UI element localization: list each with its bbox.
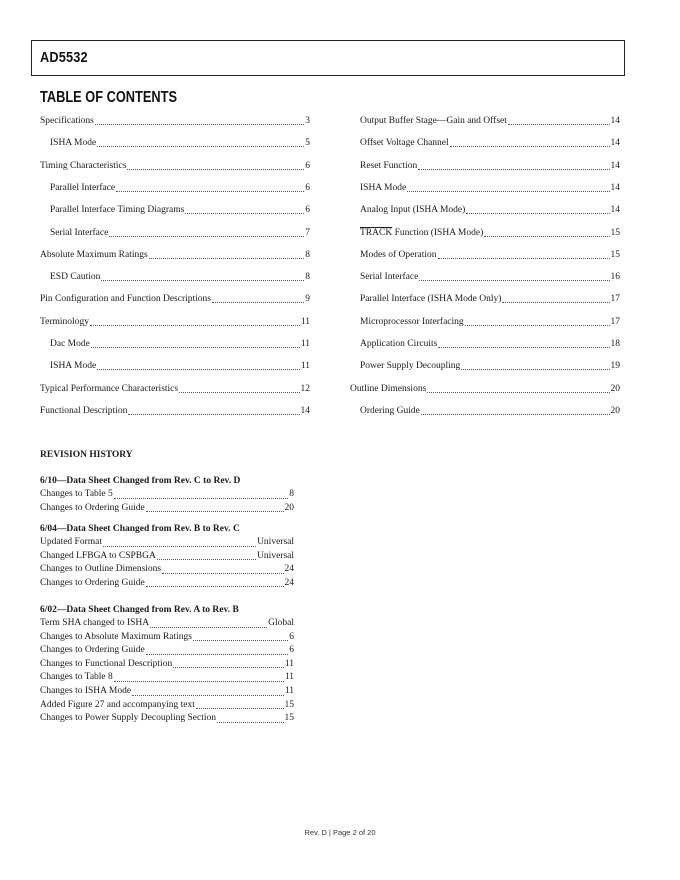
revision-row bbox=[40, 644, 294, 658]
toc-entry-title: Offset Voltage Channel bbox=[360, 138, 449, 149]
toc-entry[interactable] bbox=[40, 136, 310, 150]
dot-leader bbox=[127, 168, 304, 170]
revision-page: 15 bbox=[284, 699, 294, 710]
dot-leader bbox=[173, 666, 284, 668]
revision-page: Universal bbox=[257, 537, 294, 547]
revision-row bbox=[40, 617, 294, 631]
toc-entry-title: Timing Characteristics bbox=[40, 160, 127, 171]
revision-row bbox=[40, 536, 294, 550]
dot-leader bbox=[438, 346, 609, 348]
revision-change: Changes to Ordering Guide bbox=[40, 577, 145, 588]
toc-page-number: 3 bbox=[305, 116, 310, 126]
toc-entry-title: Dac Mode bbox=[50, 339, 90, 349]
toc-entry-title: Specifications bbox=[40, 116, 94, 126]
toc-page-number: 20 bbox=[610, 383, 620, 394]
toc-page-number: 11 bbox=[300, 316, 310, 327]
toc-page-number: 14 bbox=[610, 160, 620, 171]
toc-entry-title: Parallel Interface Timing Diagrams bbox=[50, 205, 185, 216]
toc-entry[interactable] bbox=[40, 359, 310, 373]
revision-change: Added Figure 27 and accompanying text bbox=[40, 699, 195, 710]
toc-page-number: 7 bbox=[305, 227, 310, 238]
toc-page-number: 6 bbox=[305, 205, 310, 216]
dot-leader bbox=[185, 212, 304, 214]
dot-leader bbox=[146, 585, 284, 587]
revision-change: Changes to Table 5 bbox=[40, 489, 113, 499]
revision-change: Changed LFBGA to CSPBGA bbox=[40, 550, 156, 561]
revision-row bbox=[40, 658, 294, 672]
dot-leader bbox=[438, 257, 610, 259]
toc-page-number: 14 bbox=[300, 405, 310, 416]
revision-page: 20 bbox=[284, 502, 294, 513]
toc-entry-title: Application Circuits bbox=[360, 339, 438, 349]
dot-leader bbox=[114, 497, 288, 499]
toc-entry[interactable] bbox=[40, 292, 310, 306]
revision-change: Changes to Outline Dimensions bbox=[40, 564, 162, 575]
toc-entry[interactable] bbox=[350, 359, 620, 373]
toc-entry-title: Modes of Operation bbox=[360, 249, 437, 260]
dot-leader bbox=[128, 413, 299, 415]
toc-entry[interactable] bbox=[350, 159, 620, 173]
toc-entry-title: Absolute Maximum Ratings bbox=[40, 249, 148, 260]
dot-leader bbox=[407, 190, 609, 192]
toc-title: TABLE OF CONTENTS bbox=[40, 89, 177, 106]
toc-entry[interactable] bbox=[350, 315, 620, 329]
part-number: AD5532 bbox=[40, 49, 88, 66]
toc-page-number: 8 bbox=[305, 272, 310, 283]
toc-entry[interactable] bbox=[350, 248, 620, 262]
revision-change: Changes to Ordering Guide bbox=[40, 502, 145, 513]
revision-page: 11 bbox=[284, 685, 294, 696]
revision-page: 6 bbox=[289, 631, 294, 642]
toc-entry-title: Functional Description bbox=[40, 405, 128, 416]
toc-entry[interactable] bbox=[40, 203, 310, 217]
revision-change: Changes to ISHA Mode bbox=[40, 685, 132, 696]
revision-change: Changes to Table 8 bbox=[40, 672, 113, 683]
dot-leader bbox=[97, 368, 300, 370]
toc-entry[interactable] bbox=[350, 382, 620, 396]
toc-entry[interactable] bbox=[40, 404, 310, 418]
toc-entry-title: ESD Caution bbox=[50, 272, 101, 283]
toc-page-number: 14 bbox=[610, 182, 620, 193]
revision-heading: 6/04—Data Sheet Changed from Rev. B to Rev. C bbox=[40, 524, 240, 534]
dot-leader bbox=[484, 235, 609, 237]
dot-leader bbox=[91, 346, 300, 348]
toc-page-number: 14 bbox=[610, 205, 620, 216]
toc-entry[interactable] bbox=[350, 226, 620, 240]
revision-row bbox=[40, 685, 294, 699]
toc-page-number: 9 bbox=[305, 294, 310, 305]
toc-page-number: 14 bbox=[610, 138, 620, 149]
dot-leader bbox=[149, 257, 305, 259]
dot-leader bbox=[427, 391, 609, 393]
revision-page: 11 bbox=[284, 672, 294, 683]
dot-leader bbox=[116, 190, 304, 192]
toc-page-number: 11 bbox=[300, 361, 310, 372]
revision-page: Global bbox=[268, 618, 294, 628]
toc-entry-title: Analog Input (ISHA Mode) bbox=[360, 205, 466, 216]
toc-entry-title: Reset Function bbox=[360, 160, 418, 171]
dot-leader bbox=[157, 558, 256, 560]
toc-page-number: 6 bbox=[305, 182, 310, 193]
toc-entry[interactable] bbox=[40, 382, 310, 396]
toc-page-number: 6 bbox=[305, 160, 310, 171]
revision-change: Changes to Functional Description bbox=[40, 658, 173, 669]
revision-change: Updated Format bbox=[40, 537, 103, 547]
dot-leader bbox=[418, 168, 609, 170]
dot-leader bbox=[421, 413, 610, 415]
toc-entry[interactable] bbox=[350, 337, 620, 351]
revision-page: 8 bbox=[289, 489, 294, 499]
revision-row bbox=[40, 631, 294, 645]
toc-entry-title: Ordering Guide bbox=[360, 405, 420, 416]
dot-leader bbox=[193, 639, 288, 641]
toc-page-number: 5 bbox=[305, 138, 310, 149]
toc-entry[interactable] bbox=[350, 292, 620, 306]
dot-leader bbox=[212, 301, 304, 303]
revision-heading: 6/10—Data Sheet Changed from Rev. C to Rev. D bbox=[40, 476, 241, 486]
revision-change: Changes to Ordering Guide bbox=[40, 645, 145, 656]
toc-entry[interactable] bbox=[350, 270, 620, 284]
dot-leader bbox=[450, 145, 610, 147]
dot-leader bbox=[146, 510, 284, 512]
toc-page-number: 15 bbox=[610, 227, 620, 238]
toc-entry-title: Pin Configuration and Function Descriptions bbox=[40, 294, 211, 305]
toc-entry-title: ISHA Mode bbox=[50, 138, 97, 149]
toc-entry[interactable] bbox=[40, 226, 310, 240]
page-footer: Rev. D | Page 2 of 20 bbox=[304, 828, 376, 837]
toc-page-number: 20 bbox=[610, 405, 620, 416]
dot-leader bbox=[150, 626, 267, 628]
dot-leader bbox=[466, 212, 609, 214]
revision-page: 24 bbox=[284, 564, 294, 575]
toc-entry[interactable] bbox=[350, 203, 620, 217]
revision-row bbox=[40, 671, 294, 685]
toc-entry[interactable] bbox=[350, 136, 620, 150]
toc-entry[interactable] bbox=[40, 270, 310, 284]
toc-page-number: 12 bbox=[300, 383, 310, 394]
toc-entry-title: ISHA Mode bbox=[50, 361, 97, 372]
dot-leader bbox=[101, 279, 304, 281]
toc-entry[interactable] bbox=[40, 114, 310, 128]
toc-entry[interactable] bbox=[350, 181, 620, 195]
dot-leader bbox=[502, 301, 609, 303]
toc-entry-title: Serial Interface bbox=[50, 227, 109, 238]
dot-leader bbox=[465, 324, 610, 326]
dot-leader bbox=[508, 123, 610, 125]
revision-page: Universal bbox=[257, 550, 294, 561]
toc-page-number: 18 bbox=[610, 339, 620, 349]
toc-entry-title: ISHA Mode bbox=[360, 182, 407, 193]
revision-row bbox=[40, 712, 294, 726]
revision-history-title: REVISION HISTORY bbox=[40, 450, 133, 460]
revision-page: 6 bbox=[289, 645, 294, 656]
revision-row bbox=[40, 488, 294, 502]
toc-entry-title: Parallel Interface bbox=[50, 182, 116, 193]
toc-page-number: 15 bbox=[610, 249, 620, 260]
revision-change: Changes to Absolute Maximum Ratings bbox=[40, 631, 192, 642]
revision-page: 15 bbox=[284, 713, 294, 724]
revision-change: Term SHA changed to ISHA bbox=[40, 618, 150, 628]
revision-row bbox=[40, 699, 294, 713]
revision-block bbox=[40, 474, 294, 515]
toc-entry-title: Output Buffer Stage—Gain and Offset bbox=[360, 116, 507, 126]
dot-leader bbox=[419, 279, 609, 281]
toc-entry-title: Microprocessor Interfacing bbox=[360, 316, 464, 327]
dot-leader bbox=[217, 721, 284, 723]
toc-entry[interactable] bbox=[350, 114, 620, 128]
dot-leader bbox=[196, 707, 284, 709]
toc-page-number: 14 bbox=[610, 116, 620, 126]
toc-entry[interactable] bbox=[40, 181, 310, 195]
dot-leader bbox=[132, 694, 284, 696]
toc-entry[interactable] bbox=[40, 248, 310, 262]
revision-row bbox=[40, 550, 294, 564]
dot-leader bbox=[90, 324, 300, 326]
toc-page-number: 8 bbox=[305, 249, 310, 260]
dot-leader bbox=[114, 680, 284, 682]
dot-leader bbox=[179, 391, 299, 393]
toc-entry-title: Typical Performance Characteristics bbox=[40, 383, 179, 394]
revision-row bbox=[40, 577, 294, 591]
revision-heading: 6/02—Data Sheet Changed from Rev. A to Rev. B bbox=[40, 605, 239, 615]
toc-entry-title: Terminology bbox=[40, 316, 89, 327]
toc-entry[interactable] bbox=[40, 337, 310, 351]
toc-entry[interactable] bbox=[40, 315, 310, 329]
header-box bbox=[31, 40, 625, 76]
revision-page: 11 bbox=[284, 658, 294, 669]
toc-page-number: 11 bbox=[300, 339, 310, 349]
toc-entry-title: Parallel Interface (ISHA Mode Only) bbox=[360, 294, 502, 305]
revision-row bbox=[40, 563, 294, 577]
toc-entry-title: Outline Dimensions bbox=[350, 383, 427, 394]
dot-leader bbox=[162, 572, 283, 574]
toc-entry[interactable] bbox=[350, 404, 620, 418]
toc-entry-title: Power Supply Decoupling bbox=[360, 361, 461, 372]
dot-leader bbox=[103, 545, 256, 547]
dot-leader bbox=[97, 145, 304, 147]
revision-block bbox=[40, 603, 294, 726]
toc-page-number: 16 bbox=[610, 272, 620, 283]
dot-leader bbox=[95, 123, 304, 125]
revision-row bbox=[40, 502, 294, 516]
dot-leader bbox=[146, 653, 289, 655]
toc-page-number: 17 bbox=[610, 316, 620, 327]
toc-entry[interactable] bbox=[40, 159, 310, 173]
revision-change: Changes to Power Supply Decoupling Section bbox=[40, 713, 216, 724]
dot-leader bbox=[461, 368, 609, 370]
revision-page: 24 bbox=[284, 577, 294, 588]
toc-page-number: 17 bbox=[610, 294, 620, 305]
dot-leader bbox=[109, 235, 304, 237]
toc-entry-title: TRACK Function (ISHA Mode) bbox=[360, 227, 484, 238]
toc-entry-title: Serial Interface bbox=[360, 272, 419, 283]
toc-page-number: 19 bbox=[610, 361, 620, 372]
revision-block bbox=[40, 522, 294, 590]
